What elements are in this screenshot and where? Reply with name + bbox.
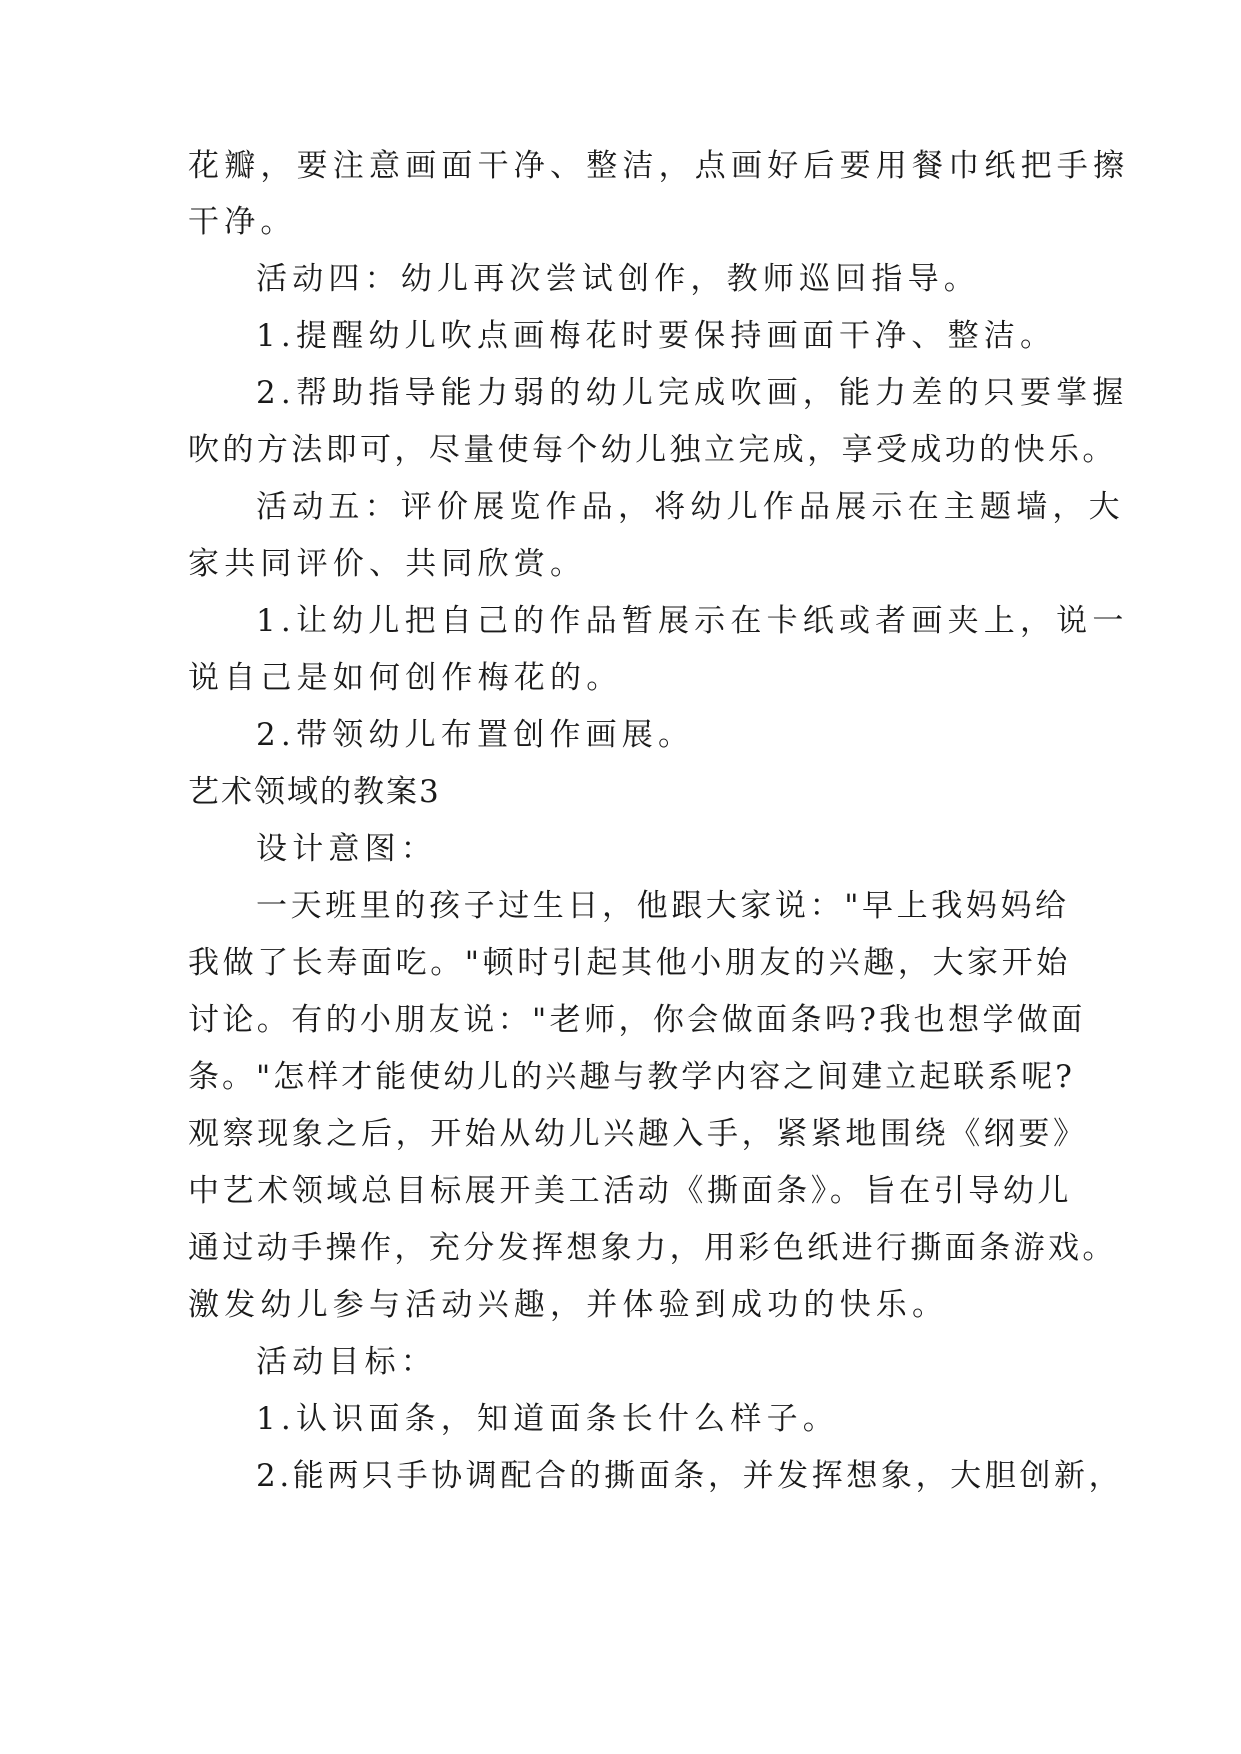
text-line: 活动五：评价展览作品，将幼儿作品展示在主题墙，大 (256, 489, 1125, 525)
text-line: 中艺术领域总目标展开美工活动《撕面条》。旨在引导幼儿 (188, 1173, 1073, 1209)
text-line: 通过动手操作，充分发挥想象力，用彩色纸进行撕面条游戏。 (188, 1230, 1117, 1266)
text-line: 2.带领幼儿布置创作画展。 (256, 717, 695, 753)
text-line: 活动目标： (256, 1344, 437, 1380)
text-line: 2.能两只手协调配合的撕面条，并发挥想象，大胆创新， (256, 1458, 1124, 1494)
text-line: 1.认识面条，知道面条长什么样子。 (256, 1401, 839, 1437)
text-line: 家共同评价、共同欣赏。 (188, 546, 587, 582)
text-line: 设计意图： (256, 831, 437, 867)
text-line: 条。"怎样才能使幼儿的兴趣与教学内容之间建立起联系呢? (188, 1059, 1075, 1095)
text-line: 1.提醒幼儿吹点画梅花时要保持画面干净、整洁。 (256, 318, 1057, 354)
text-line: 一天班里的孩子过生日，他跟大家说："早上我妈妈给 (256, 888, 1070, 924)
text-line: 1.让幼儿把自己的作品暂展示在卡纸或者画夹上，说一 (256, 603, 1129, 639)
text-line: 激发幼儿参与活动兴趣，并体验到成功的快乐。 (188, 1287, 949, 1323)
text-line: 2.帮助指导能力弱的幼儿完成吹画，能力差的只要掌握 (256, 375, 1129, 411)
text-line: 干净。 (188, 204, 297, 240)
text-line: 花瓣，要注意画面干净、整洁，点画好后要用餐巾纸把手擦 (188, 148, 1130, 184)
text-line: 讨论。有的小朋友说："老师，你会做面条吗?我也想学做面 (188, 1002, 1086, 1038)
text-line: 吹的方法即可，尽量使每个幼儿独立完成，享受成功的快乐。 (188, 432, 1117, 468)
text-line: 我做了长寿面吃。"顿时引起其他小朋友的兴趣，大家开始 (188, 945, 1071, 981)
text-line: 说自己是如何创作梅花的。 (188, 660, 623, 696)
section-heading: 艺术领域的教案3 (188, 774, 441, 810)
text-line: 观察现象之后，开始从幼儿兴趣入手，紧紧地围绕《纲要》 (188, 1116, 1088, 1152)
text-line: 活动四：幼儿再次尝试创作，教师巡回指导。 (256, 261, 980, 297)
